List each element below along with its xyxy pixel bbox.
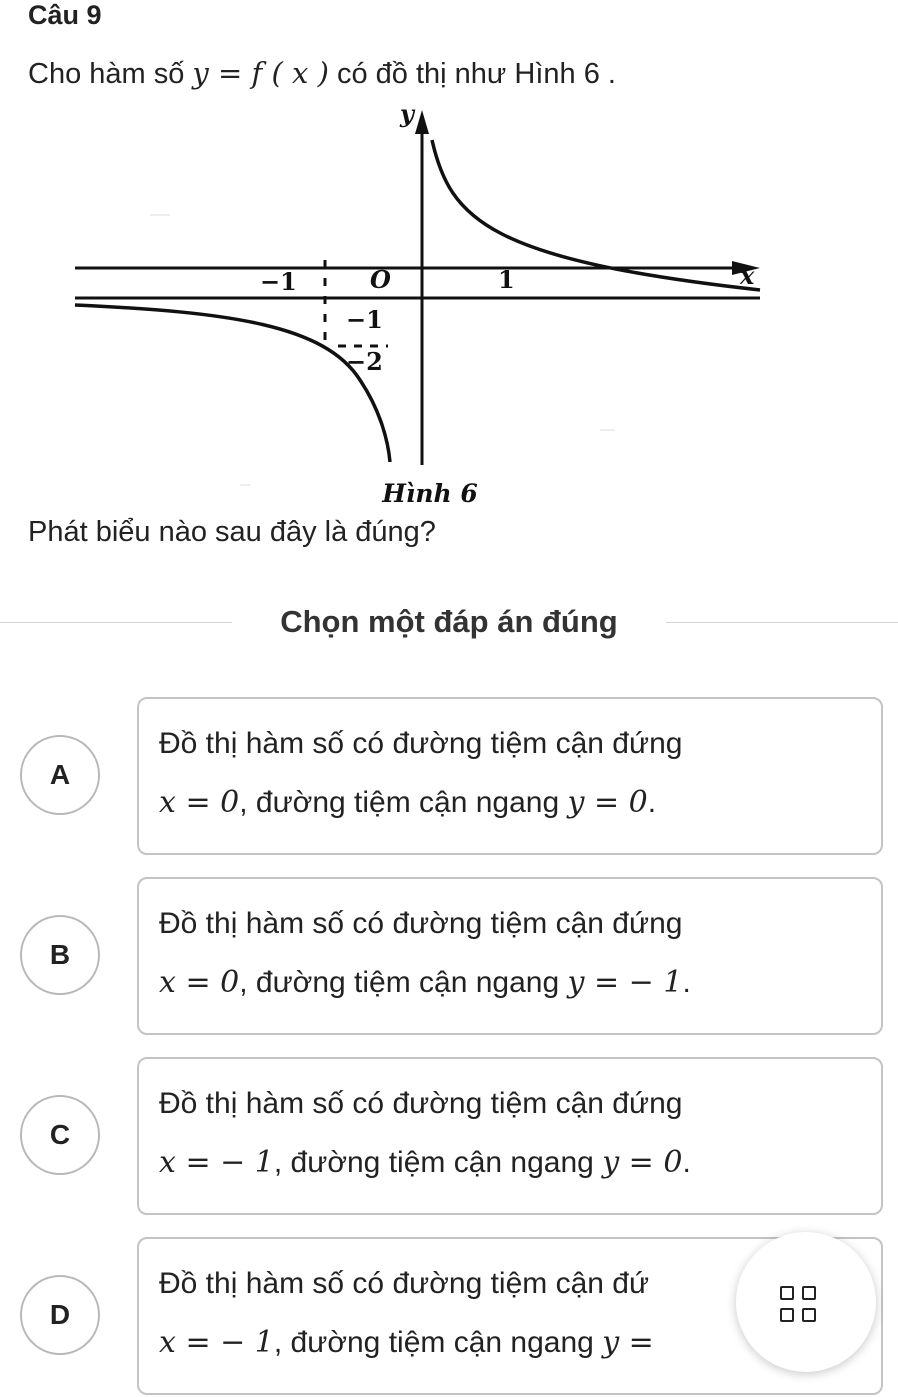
- graph-svg: [70, 100, 790, 510]
- label-y-neg1: −1: [346, 305, 383, 334]
- question-number: Câu 9: [28, 0, 102, 30]
- figure-caption: Hình 6: [382, 479, 478, 508]
- floating-menu-button[interactable]: [736, 1232, 876, 1372]
- option-b-vertical-asymptote: x = 0: [159, 965, 240, 1000]
- option-b-line1: Đồ thị hàm số có đường tiệm cận đứng: [159, 907, 683, 940]
- option-b-end: .: [682, 966, 691, 999]
- option-d-mid: , đường tiệm cận ngang: [273, 1326, 603, 1359]
- option-a-line1: Đồ thị hàm số có đường tiệm cận đứng: [159, 727, 683, 760]
- option-d-line2: [159, 1325, 654, 1360]
- question-stem: [28, 56, 616, 91]
- function-graph-figure: [70, 100, 790, 510]
- label-x-neg1: −1: [260, 267, 297, 296]
- option-c-vertical-asymptote: x = − 1: [159, 1145, 274, 1180]
- option-c-horizontal-asymptote: y = 0: [602, 1145, 683, 1180]
- grid-icon: [780, 1286, 820, 1326]
- option-c-line2: [159, 1145, 691, 1180]
- option-a-horizontal-asymptote: y = 0: [567, 785, 648, 820]
- option-b-card[interactable]: [137, 877, 883, 1035]
- question-prompt: Phát biểu nào sau đây là đúng?: [28, 516, 436, 548]
- option-a[interactable]: [0, 697, 898, 857]
- option-b-line2: [159, 965, 691, 1000]
- option-d-horizontal-asymptote: y =: [602, 1325, 654, 1360]
- option-b-horizontal-asymptote: y = − 1: [567, 965, 683, 1000]
- option-a-line2: [159, 785, 656, 820]
- option-c-mid: , đường tiệm cận ngang: [273, 1146, 603, 1179]
- option-b-mid: , đường tiệm cận ngang: [239, 966, 568, 999]
- instruction-text: Chọn một đáp án đúng: [280, 604, 618, 639]
- option-a-end: .: [647, 786, 657, 819]
- option-b-letter[interactable]: B: [20, 915, 100, 995]
- option-a-vertical-asymptote: x = 0: [159, 785, 240, 820]
- stem-suffix: có đồ thị như Hình 6 .: [328, 58, 616, 90]
- label-origin: O: [370, 265, 391, 294]
- option-c-end: .: [682, 1146, 691, 1179]
- instruction-divider: [0, 600, 898, 644]
- label-x: x: [740, 261, 755, 290]
- option-c-line1: Đồ thị hàm số có đường tiệm cận đứng: [159, 1087, 683, 1120]
- option-a-mid: , đường tiệm cận ngang: [239, 786, 568, 819]
- option-c-card[interactable]: [137, 1057, 883, 1215]
- stem-prefix: Cho hàm số: [28, 58, 193, 90]
- y-axis-arrow: [415, 110, 429, 134]
- option-d-letter[interactable]: D: [20, 1275, 100, 1355]
- option-b[interactable]: [0, 877, 898, 1037]
- option-a-card[interactable]: [137, 697, 883, 855]
- option-a-letter[interactable]: A: [20, 735, 100, 815]
- left-branch-curve: [75, 305, 390, 462]
- label-x-pos1: 1: [498, 265, 515, 294]
- label-y-neg2: −2: [346, 347, 383, 376]
- option-d-line1: Đồ thị hàm số có đường tiệm cận đứ: [159, 1267, 650, 1300]
- option-c[interactable]: [0, 1057, 898, 1217]
- label-y: y: [400, 100, 414, 128]
- option-c-letter[interactable]: C: [20, 1095, 100, 1175]
- option-d-vertical-asymptote: x = − 1: [159, 1325, 274, 1360]
- stem-function: y = f ( x ): [192, 56, 329, 90]
